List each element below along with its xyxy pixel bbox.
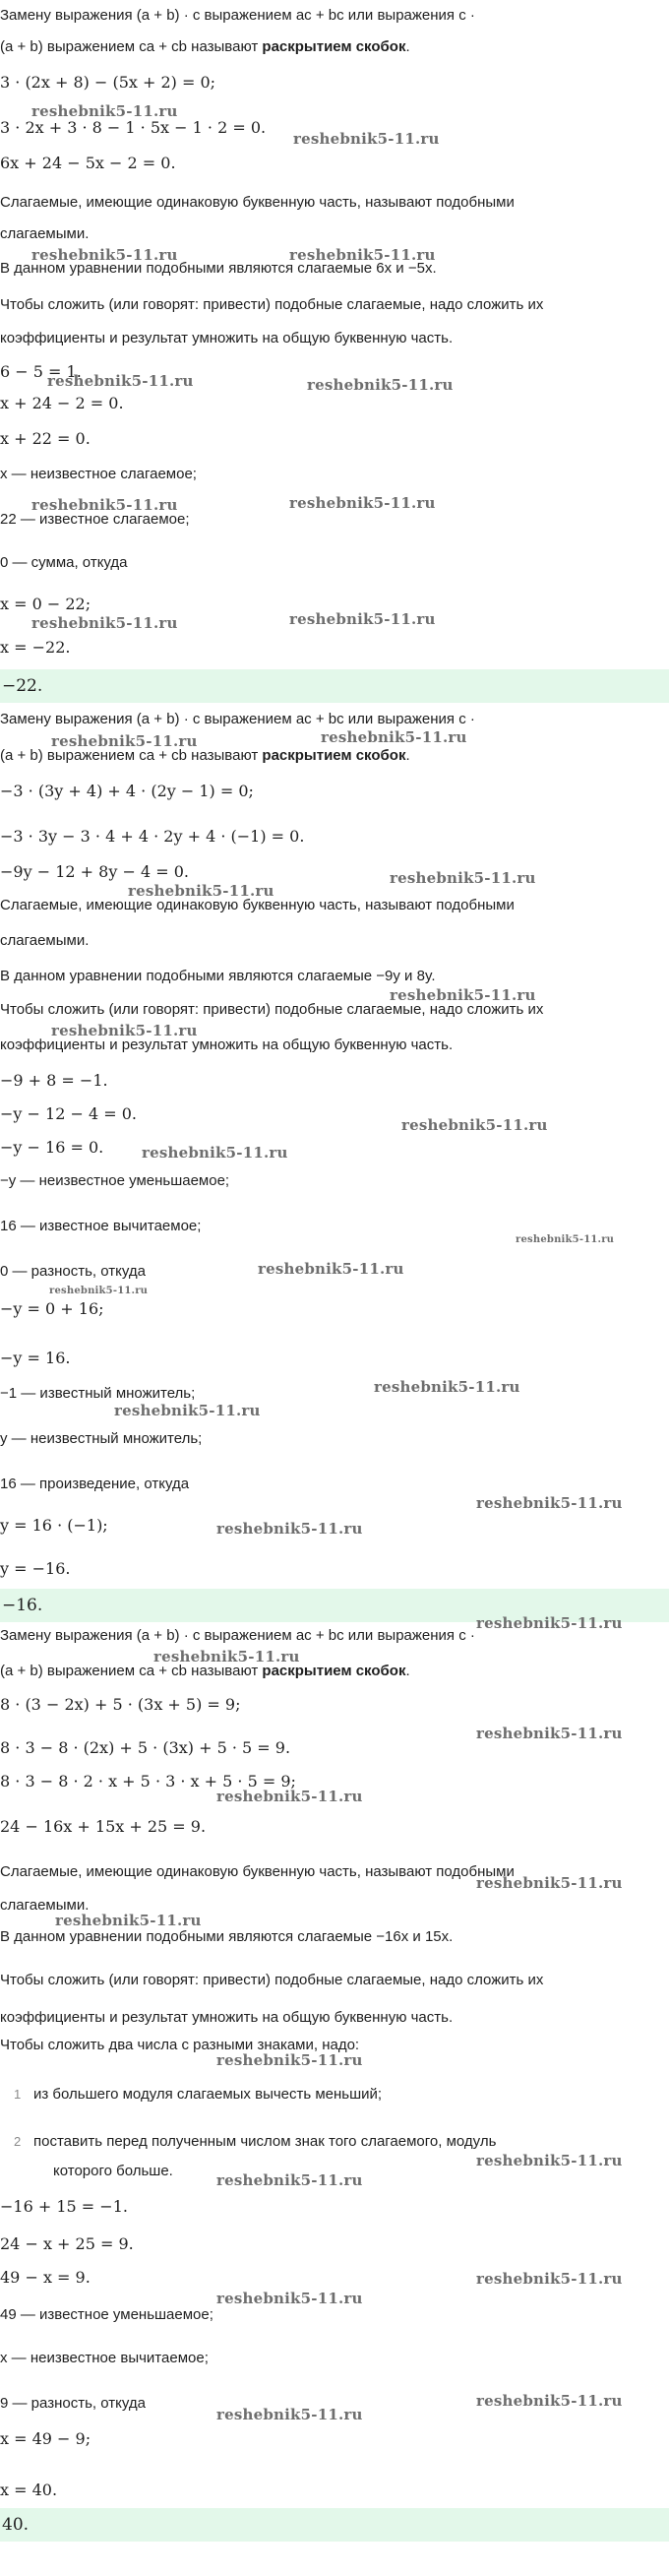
watermark: reshebnik5-11.ru: [51, 732, 198, 750]
definition-line: Слагаемые, имеющие одинаковую буквенную часть, называют подобными: [0, 194, 515, 211]
answer-value: 40.: [2, 2515, 30, 2535]
equation: x = −22.: [0, 638, 71, 657]
equation: x = 0 − 22;: [0, 595, 91, 613]
text-line: 0 — сумма, откуда: [0, 554, 128, 571]
text-line: −1 — известный множитель;: [0, 1385, 196, 1402]
text-line: 16 — известное вычитаемое;: [0, 1218, 202, 1234]
equation: 6 − 5 = 1.: [0, 362, 82, 381]
equation: −y = 16.: [0, 1349, 71, 1367]
text-line: 9 — разность, откуда: [0, 2395, 146, 2412]
list-number: 2: [14, 2134, 22, 2149]
watermark: reshebnik5-11.ru: [293, 130, 440, 148]
rule-line: коэффициенты и результат умножить на общую буквенную часть.: [0, 330, 454, 346]
intro-text: (a + b) выражением ca + cb называют: [0, 1663, 263, 1679]
watermark: reshebnik5-11.ru: [476, 2392, 623, 2410]
equation: −y = 0 + 16;: [0, 1299, 104, 1318]
equation: −3 · 3y − 3 · 4 + 4 · 2y + 4 · (−1) = 0.: [0, 827, 305, 846]
equation: 8 · 3 − 8 · (2x) + 5 · (3x) + 5 · 5 = 9.: [0, 1738, 291, 1757]
watermark: reshebnik5-11.ru: [142, 1144, 288, 1162]
watermark: reshebnik5-11.ru: [321, 728, 467, 746]
watermark: reshebnik5-11.ru: [289, 246, 436, 264]
watermark: reshebnik5-11.ru: [51, 1022, 198, 1039]
answer-value: −16.: [2, 1596, 43, 1615]
text-line: 22 — известное слагаемое;: [0, 511, 190, 528]
definition-line: слагаемыми.: [0, 932, 90, 949]
text-line: 16 — произведение, откуда: [0, 1476, 190, 1492]
watermark: reshebnik5-11.ru: [476, 1725, 623, 1742]
watermark: reshebnik5-11.ru: [289, 610, 436, 628]
intro-line: [0, 746, 410, 766]
equation: x = 49 − 9;: [0, 2429, 91, 2448]
text-line: y — неизвестный множитель;: [0, 1430, 203, 1447]
equation: 3 · 2x + 3 · 8 − 1 · 5x − 1 · 2 = 0.: [0, 118, 267, 137]
text-line: 49 — известное уменьшаемое;: [0, 2306, 213, 2323]
intro-text: (a + b) выражением ca + cb называют: [0, 747, 263, 764]
rule-line: Чтобы сложить два числа с разными знаками, надо:: [0, 2037, 360, 2053]
watermark: reshebnik5-11.ru: [31, 614, 178, 632]
watermark: reshebnik5-11.ru: [114, 1402, 261, 1419]
list-item: поставить перед полученным числом знак того слагаемого, модуль: [33, 2133, 497, 2150]
rule-line: коэффициенты и результат умножить на общую буквенную часть.: [0, 1037, 454, 1053]
watermark: reshebnik5-11.ru: [258, 1260, 404, 1278]
watermark: reshebnik5-11.ru: [476, 2152, 623, 2169]
watermark: reshebnik5-11.ru: [476, 1874, 623, 1892]
watermark: reshebnik5-11.ru: [31, 246, 178, 264]
equation: y = −16.: [0, 1559, 71, 1578]
rule-line: Чтобы сложить (или говорят: привести) подобные слагаемые, надо сложить их: [0, 1001, 544, 1018]
list-item: которого больше.: [53, 2163, 173, 2179]
definition-line: слагаемыми.: [0, 225, 90, 242]
watermark: reshebnik5-11.ru: [216, 2290, 363, 2307]
answer-value: −22.: [2, 676, 43, 696]
equation: −9 + 8 = −1.: [0, 1071, 108, 1090]
equation: x = 40.: [0, 2481, 58, 2499]
definition-line: слагаемыми.: [0, 1897, 90, 1914]
term-bold: раскрытием скобок: [262, 1663, 406, 1679]
watermark: reshebnik5-11.ru: [476, 1494, 623, 1512]
intro-line: Замену выражения (a + b) · c выражением ac + bc или выражения c ·: [0, 7, 475, 24]
watermark: reshebnik5-11.ru: [128, 882, 274, 900]
watermark: reshebnik5-11.ru: [31, 102, 178, 120]
answer-box: [0, 2508, 669, 2542]
watermark: reshebnik5-11.ru: [390, 869, 536, 887]
text-line: 0 — разность, откуда: [0, 1263, 146, 1280]
equation: 6x + 24 − 5x − 2 = 0.: [0, 154, 176, 172]
text-line: x — неизвестное вычитаемое;: [0, 2350, 209, 2366]
equation: 49 − x = 9.: [0, 2268, 91, 2287]
intro-line: Замену выражения (a + b) · c выражением ac + bc или выражения c ·: [0, 1627, 475, 1644]
watermark: reshebnik5-11.ru: [216, 1520, 363, 1538]
equation: −y − 16 = 0.: [0, 1138, 104, 1157]
equation: 8 · (3 − 2x) + 5 · (3x + 5) = 9;: [0, 1695, 241, 1714]
watermark: reshebnik5-11.ru: [47, 372, 194, 390]
equation: −16 + 15 = −1.: [0, 2197, 128, 2216]
watermark: reshebnik5-11.ru: [216, 1788, 363, 1805]
equation: x + 24 − 2 = 0.: [0, 394, 124, 412]
watermark: reshebnik5-11.ru: [476, 1614, 623, 1632]
answer-box: [0, 669, 669, 703]
text-line: В данном уравнении подобными являются слагаемые −9y и 8y.: [0, 968, 436, 984]
watermark: reshebnik5-11.ru: [289, 494, 436, 512]
equation: −y − 12 − 4 = 0.: [0, 1104, 137, 1123]
intro-text: .: [405, 38, 410, 55]
watermark: reshebnik5-11.ru: [55, 1912, 202, 1929]
definition-line: Слагаемые, имеющие одинаковую буквенную часть, называют подобными: [0, 1863, 515, 1880]
watermark: reshebnik5-11.ru: [374, 1378, 520, 1396]
term-bold: раскрытием скобок: [262, 747, 406, 764]
watermark: reshebnik5-11.ru: [476, 2270, 623, 2288]
equation: 8 · 3 − 8 · 2 · x + 5 · 3 · x + 5 · 5 = 9;: [0, 1772, 296, 1791]
text-line: В данном уравнении подобными являются слагаемые −16x и 15x.: [0, 1928, 454, 1945]
equation: −9y − 12 + 8y − 4 = 0.: [0, 862, 189, 881]
watermark: reshebnik5-11.ru: [216, 2171, 363, 2189]
text-line: −y — неизвестное уменьшаемое;: [0, 1172, 230, 1189]
equation: 24 − x + 25 = 9.: [0, 2234, 134, 2253]
equation: 24 − 16x + 15x + 25 = 9.: [0, 1817, 207, 1836]
intro-line: [0, 37, 410, 57]
watermark: reshebnik5-11.ru: [401, 1116, 548, 1134]
rule-line: Чтобы сложить (или говорят: привести) подобные слагаемые, надо сложить их: [0, 1972, 544, 1988]
term-bold: раскрытием скобок: [262, 38, 406, 55]
equation: −3 · (3y + 4) + 4 · (2y − 1) = 0;: [0, 782, 254, 800]
watermark: reshebnik5-11.ru: [153, 1648, 300, 1665]
intro-text: .: [405, 747, 410, 764]
watermark: reshebnik5-11.ru: [307, 376, 454, 394]
list-number: 1: [14, 2087, 22, 2102]
intro-line: [0, 1662, 410, 1681]
watermark: reshebnik5-11.ru: [49, 1286, 149, 1296]
intro-text: .: [405, 1663, 410, 1679]
list-item: из большего модуля слагаемых вычесть меньший;: [33, 2086, 383, 2103]
rule-line: коэффициенты и результат умножить на общую буквенную часть.: [0, 2009, 454, 2026]
equation: x + 22 = 0.: [0, 429, 91, 448]
watermark: reshebnik5-11.ru: [216, 2406, 363, 2423]
watermark: reshebnik5-11.ru: [31, 496, 178, 514]
text-line: x — неизвестное слагаемое;: [0, 466, 197, 482]
equation: 3 · (2x + 8) − (5x + 2) = 0;: [0, 73, 216, 92]
watermark: reshebnik5-11.ru: [216, 2051, 363, 2069]
intro-text: (a + b) выражением ca + cb называют: [0, 38, 263, 55]
equation: y = 16 · (−1);: [0, 1516, 108, 1535]
rule-line: Чтобы сложить (или говорят: привести) подобные слагаемые, надо сложить их: [0, 296, 544, 313]
watermark: reshebnik5-11.ru: [516, 1234, 615, 1245]
intro-line: Замену выражения (a + b) · c выражением ac + bc или выражения c ·: [0, 711, 475, 727]
watermark: reshebnik5-11.ru: [390, 986, 536, 1004]
definition-line: Слагаемые, имеющие одинаковую буквенную часть, называют подобными: [0, 897, 515, 913]
text-line: В данном уравнении подобными являются слагаемые 6x и −5x.: [0, 260, 437, 277]
